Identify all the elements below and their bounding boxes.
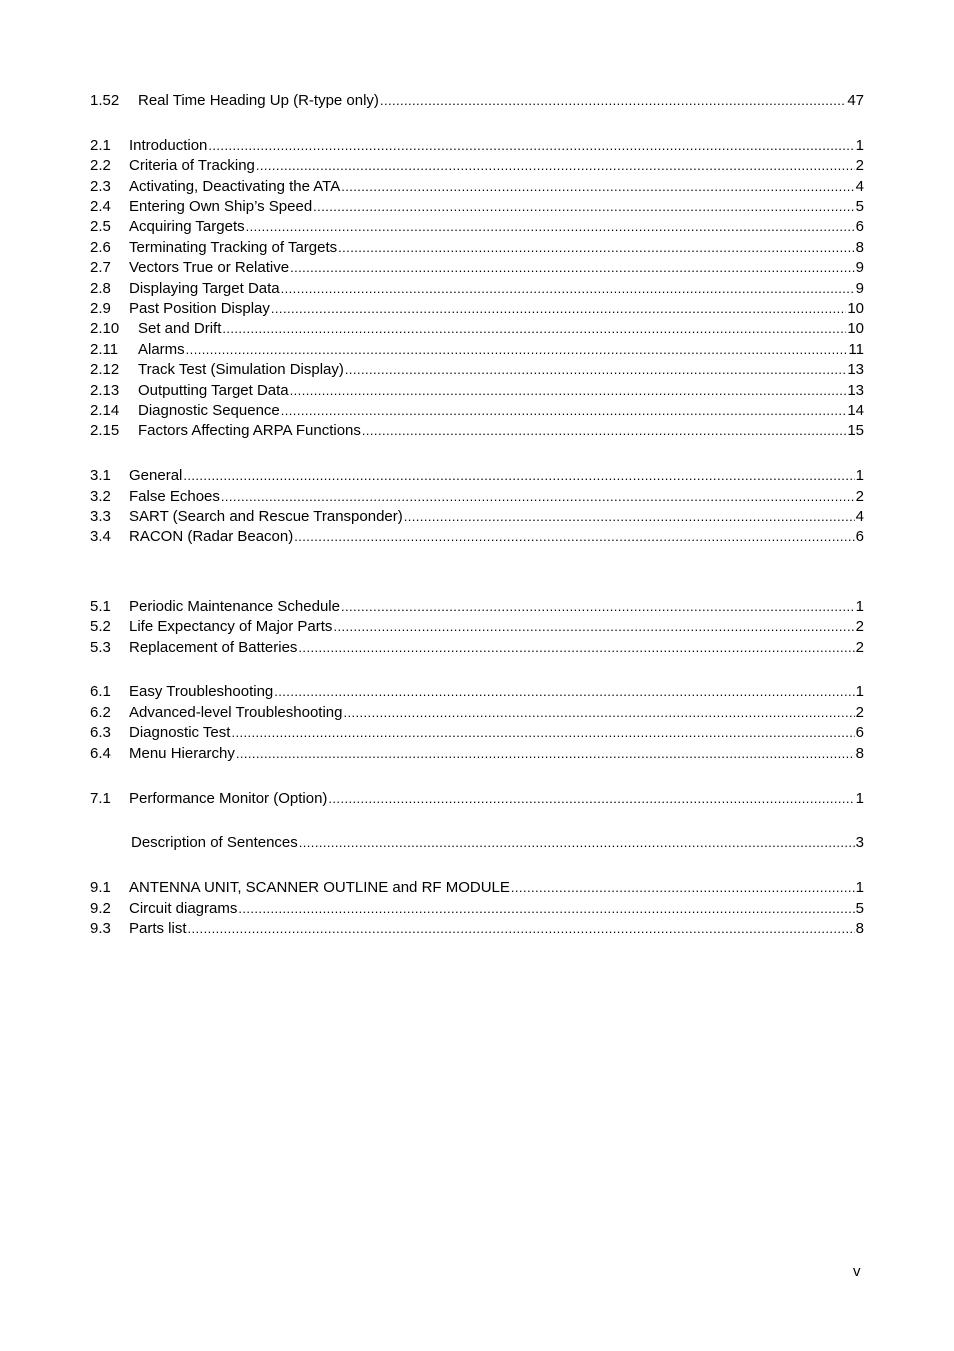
toc-entry-page: 1 [855, 683, 864, 701]
toc-entry-number: 3.3 [90, 508, 111, 526]
toc-entry[interactable] [90, 217, 864, 237]
toc-entry[interactable] [90, 638, 864, 658]
toc-entry-number: 9.2 [90, 899, 111, 917]
toc-entry-title: RACON (Radar Beacon) [129, 528, 294, 546]
toc-entry-number: 2.6 [90, 238, 111, 256]
toc-entry[interactable] [90, 197, 864, 217]
toc-entry-title: Track Test (Simulation Display) [138, 361, 344, 379]
toc-entry-page: 2 [855, 487, 864, 505]
toc-entry-title: Periodic Maintenance Schedule [129, 597, 340, 615]
toc-dot-leader [298, 638, 854, 658]
toc-entry-page: 6 [855, 218, 864, 236]
toc-entry[interactable] [90, 723, 864, 743]
toc-entry-number: 2.14 [90, 401, 120, 419]
toc-entry-title: Parts list [129, 920, 187, 938]
toc-group [90, 136, 864, 442]
toc-entry-page: 3 [855, 834, 864, 852]
toc-entry-title: Performance Monitor (Option) [129, 789, 328, 807]
toc-entry[interactable] [90, 156, 864, 176]
toc-entry-number: 5.1 [90, 597, 111, 615]
toc-dot-leader [299, 833, 855, 853]
toc-entry-number: 2.11 [90, 340, 119, 358]
toc-entry-number: 5.3 [90, 638, 111, 656]
toc-entry-title: Acquiring Targets [129, 218, 245, 236]
toc-entry[interactable] [90, 258, 864, 278]
toc-entry[interactable] [90, 299, 864, 319]
toc-entry-number: 2.1 [90, 136, 111, 154]
toc-dot-leader [328, 789, 854, 809]
toc-entry-number: 2.13 [90, 381, 120, 399]
toc-entry-number: 2.2 [90, 157, 111, 175]
toc-entry-title: SART (Search and Rescue Transponder) [129, 508, 403, 526]
toc-dot-leader [343, 703, 854, 723]
toc-group [90, 597, 864, 658]
toc-entry-title: False Echoes [129, 487, 220, 505]
toc-dot-leader [183, 466, 854, 486]
toc-entry-title: Menu Hierarchy [129, 744, 235, 762]
toc-entry[interactable] [90, 279, 864, 299]
toc-dot-leader [333, 617, 854, 637]
toc-entry[interactable] [90, 878, 864, 898]
toc-entry-title: Introduction [129, 136, 208, 154]
toc-dot-leader [338, 238, 855, 258]
toc-dot-leader [345, 360, 846, 380]
toc-entry-number: 5.2 [90, 618, 111, 636]
toc-entry-number: 2.15 [90, 422, 120, 440]
toc-entry-page: 1 [855, 597, 864, 615]
toc-dot-leader [231, 723, 854, 743]
toc-entry-page: 47 [847, 92, 864, 109]
toc-entry-page: 6 [855, 528, 864, 546]
toc-entry-page: 1 [855, 136, 864, 154]
toc-entry-title: ANTENNA UNIT, SCANNER OUTLINE and RF MODULE [129, 879, 510, 897]
toc-entry[interactable] [90, 703, 864, 723]
toc-entry-title: Set and Drift [138, 320, 222, 338]
toc-entry[interactable] [90, 682, 864, 702]
toc-entry-page: 2 [855, 703, 864, 721]
toc-entry[interactable] [90, 617, 864, 637]
toc-entry[interactable] [90, 340, 864, 360]
toc-entry-number: 6.2 [90, 703, 111, 721]
toc-dot-leader [274, 682, 854, 702]
toc-dot-leader [186, 340, 848, 360]
toc-entry[interactable] [90, 421, 864, 441]
toc-entry[interactable] [90, 789, 864, 809]
toc-entry-number: 6.3 [90, 724, 111, 742]
toc-entry[interactable] [90, 91, 864, 111]
toc-entry[interactable] [90, 919, 864, 939]
toc-entry[interactable] [90, 527, 864, 547]
toc-entry-number: 2.7 [90, 259, 111, 277]
toc-entry-page: 10 [847, 320, 864, 338]
toc-entry-title: Vectors True or Relative [129, 259, 290, 277]
toc-entry-page: 1 [855, 789, 864, 807]
toc-entry-number: 3.2 [90, 487, 111, 505]
toc-dot-leader [511, 878, 855, 898]
toc-entry[interactable] [90, 319, 864, 339]
toc-entry[interactable] [90, 597, 864, 617]
toc-dot-leader [238, 899, 854, 919]
toc-dot-leader [271, 299, 846, 319]
toc-entry-number: 3.4 [90, 528, 111, 546]
toc-entry-title: Advanced-level Troubleshooting [129, 703, 343, 721]
toc-entry-page: 5 [855, 198, 864, 216]
toc-entry-title: Life Expectancy of Major Parts [129, 618, 333, 636]
toc-dot-leader [290, 258, 855, 278]
page-number: v [853, 1263, 861, 1280]
toc-entry-page: 9 [855, 279, 864, 297]
toc-entry-page: 2 [855, 157, 864, 175]
toc-entry[interactable] [90, 744, 864, 764]
toc-entry[interactable] [90, 487, 864, 507]
toc-entry-page: 6 [855, 724, 864, 742]
toc-entry-title: Replacement of Batteries [129, 638, 298, 656]
toc-entry-page: 4 [855, 508, 864, 526]
toc-entry-title: Easy Troubleshooting [129, 683, 274, 701]
toc-entry-number: 6.1 [90, 683, 111, 701]
toc-dot-leader [221, 487, 855, 507]
toc-entry-number: 2.4 [90, 198, 111, 216]
toc-dot-leader [341, 177, 854, 197]
toc-entry-page: 15 [847, 422, 864, 440]
toc-entry[interactable] [90, 238, 864, 258]
toc-entry-title: Circuit diagrams [129, 899, 238, 917]
toc-group [90, 789, 864, 809]
toc-group [90, 682, 864, 764]
toc-group [90, 466, 864, 548]
toc-entry-title: Entering Own Ship’s Speed [129, 198, 313, 216]
toc-entry-number: 2.9 [90, 300, 111, 318]
toc-entry-page: 9 [855, 259, 864, 277]
toc-dot-leader [294, 527, 854, 547]
toc-entry-title: Activating, Deactivating the ATA [129, 177, 341, 195]
toc-entry-page: 10 [847, 300, 864, 318]
toc-entry-title: Diagnostic Sequence [138, 401, 280, 419]
toc-dot-leader [222, 319, 846, 339]
toc-entry-number: 2.12 [90, 361, 120, 379]
toc-entry-page: 5 [855, 899, 864, 917]
toc-entry[interactable] [90, 507, 864, 527]
toc-entry-title: Criteria of Tracking [129, 157, 255, 175]
toc-dot-leader [188, 919, 855, 939]
toc-dot-leader [236, 744, 855, 764]
toc-group [90, 91, 864, 111]
toc-entry[interactable] [90, 899, 864, 919]
toc-entry[interactable] [90, 833, 864, 853]
toc-entry-page: 1 [855, 467, 864, 485]
toc-entry-title: Alarms [138, 340, 185, 358]
toc-entry-title: Outputting Target Data [138, 381, 289, 399]
toc-entry-number: 6.4 [90, 744, 111, 762]
table-of-contents [90, 91, 864, 964]
toc-group [90, 833, 864, 853]
toc-entry[interactable] [90, 381, 864, 401]
toc-entry-number: 2.3 [90, 177, 111, 195]
toc-entry-page: 8 [855, 920, 864, 938]
toc-dot-leader [208, 136, 854, 156]
toc-entry-title: Displaying Target Data [129, 279, 280, 297]
toc-entry-number: 9.3 [90, 920, 111, 938]
toc-entry[interactable] [90, 466, 864, 486]
toc-group [90, 878, 864, 939]
toc-entry-number: 2.8 [90, 279, 111, 297]
toc-dot-leader [281, 279, 855, 299]
toc-dot-leader [246, 217, 855, 237]
toc-dot-leader [404, 507, 855, 527]
toc-entry-page: 2 [855, 618, 864, 636]
toc-entry[interactable] [90, 401, 864, 421]
toc-dot-leader [256, 156, 855, 176]
toc-entry-number: 2.10 [90, 320, 120, 338]
toc-entry-page: 4 [855, 177, 864, 195]
toc-entry[interactable] [90, 136, 864, 156]
toc-entry-title: Past Position Display [129, 300, 270, 318]
toc-dot-leader [341, 597, 855, 617]
toc-entry-page: 13 [847, 381, 864, 399]
toc-entry-title: General [129, 467, 183, 485]
toc-dot-leader [290, 381, 847, 401]
toc-entry-title: Terminating Tracking of Targets [129, 238, 338, 256]
toc-entry-title: Diagnostic Test [129, 724, 231, 742]
toc-dot-leader [380, 91, 846, 111]
toc-entry-title: Factors Affecting ARPA Functions [138, 422, 361, 440]
toc-entry[interactable] [90, 177, 864, 197]
toc-entry-number: 7.1 [90, 789, 111, 807]
toc-entry[interactable] [90, 360, 864, 380]
toc-entry-number: 9.1 [90, 879, 111, 897]
toc-entry-page: 1 [855, 879, 864, 897]
toc-dot-leader [313, 197, 854, 217]
toc-dot-leader [281, 401, 847, 421]
toc-entry-page: 8 [855, 238, 864, 256]
toc-entry-number: 2.5 [90, 218, 111, 236]
toc-entry-title: Description of Sentences [131, 834, 298, 852]
toc-entry-number: 1.52 [90, 92, 120, 109]
toc-entry-page: 14 [847, 401, 864, 419]
toc-entry-page: 2 [855, 638, 864, 656]
toc-entry-page: 11 [848, 340, 864, 358]
toc-dot-leader [362, 421, 846, 441]
toc-entry-page: 13 [847, 361, 864, 379]
toc-entry-number: 3.1 [90, 467, 111, 485]
toc-entry-title: Real Time Heading Up (R-type only) [138, 92, 379, 109]
toc-entry-page: 8 [855, 744, 864, 762]
